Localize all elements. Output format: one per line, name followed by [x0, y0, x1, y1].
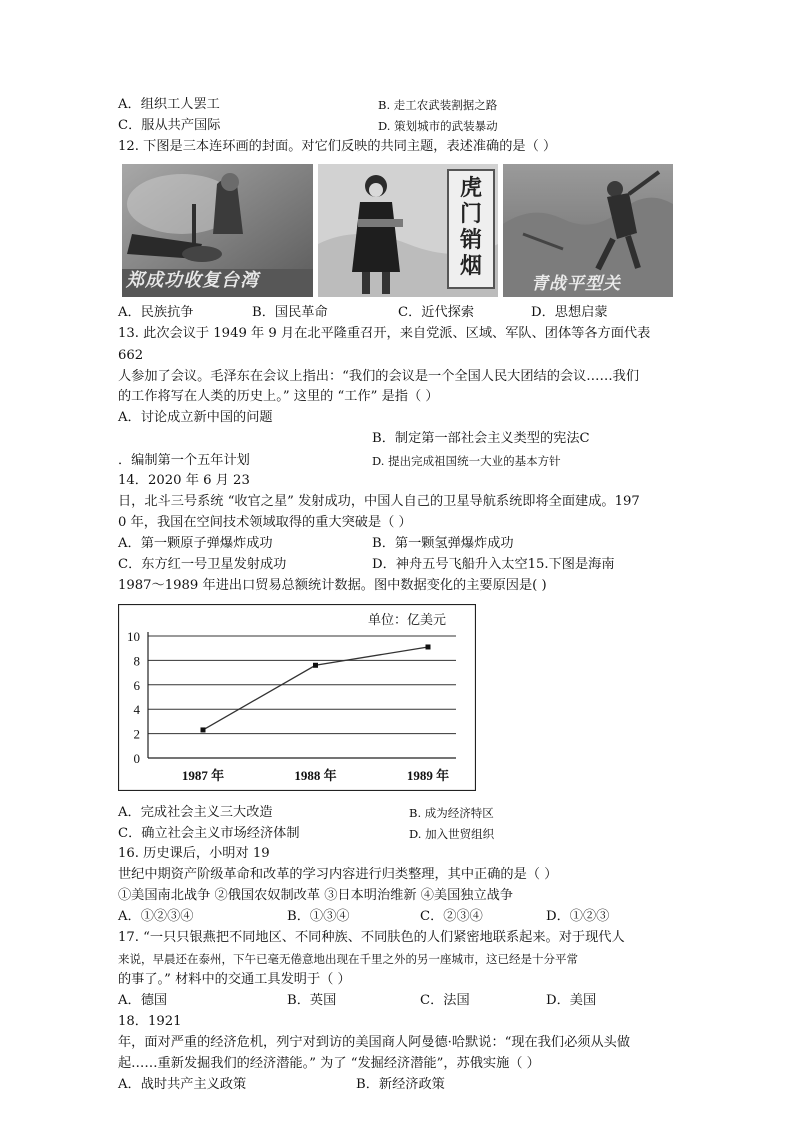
q18-line1: 18．1921 — [118, 1014, 182, 1029]
q18-option-b: B．新经济政策 — [356, 1077, 445, 1092]
q14-option-c: C．东方红一号卫星发射成功 — [118, 557, 287, 572]
q11-option-d: D. 策划城市的武装暴动 — [378, 119, 498, 133]
chart-unit-label: 单位：亿美元 — [368, 613, 447, 628]
chart-y-tick-label: 4 — [133, 702, 140, 718]
pic1-caption: 郑成功收复台湾 — [126, 270, 259, 291]
q15-option-c: C．确立社会主义市场经济体制 — [118, 826, 300, 841]
q16-line1: 16. 历史课后，小明对 19 — [118, 846, 270, 861]
chart-svg — [118, 604, 476, 791]
q15-option-a: A．完成社会主义三大改造 — [118, 805, 273, 820]
q15-option-b: B. 成为经济特区 — [409, 806, 494, 820]
q11-option-b: B. 走工农武装割据之路 — [378, 98, 498, 112]
q17-option-a: A．德国 — [118, 993, 168, 1008]
chart-x-tick-label: 1989 年 — [406, 768, 450, 783]
comic-cover-pingxingguan — [503, 164, 673, 297]
q15-stem: 1987～1989 年进出口贸易总额统计数据。图中数据变化的主要原因是( ) — [118, 578, 547, 593]
chart-x-tick-label: 1988 年 — [294, 768, 337, 783]
q14-option-d: D．神舟五号飞船升入太空15.下图是海南 — [372, 557, 615, 572]
q18-option-a: A．战时共产主义政策 — [118, 1077, 247, 1092]
q12-option-c: C．近代探索 — [398, 305, 475, 320]
q13-option-d: D. 提出完成祖国统一大业的基本方针 — [372, 454, 561, 468]
chart-x-tick-label: 1987 年 — [181, 768, 225, 783]
comic-cover-zheng-chenggong — [122, 164, 313, 297]
q14-line2: 日，北斗三号系统 “收官之星” 发射成功，中国人自己的卫星导航系统即将全面建成。197 — [118, 494, 640, 509]
pic3-caption: 青战平型关 — [531, 274, 621, 294]
q14-line1: 14．2020 年 6 月 23 — [118, 473, 250, 488]
comic-cover-humen — [318, 164, 498, 297]
q14-line3: 0 年，我国在空间技术领域取得的重大突破是（ ） — [118, 515, 412, 530]
q11-option-c: C．服从共产国际 — [118, 118, 221, 133]
q17-option-d: D．美国 — [546, 993, 597, 1008]
chart-data-point — [313, 663, 318, 668]
q13-line1: 13. 此次会议于 1949 年 9 月在北平隆重召开，来自党派、区域、军队、团体等各方面代表 — [118, 326, 651, 341]
q16-option-c: C．②③④ — [420, 909, 483, 924]
chart-y-tick-label: 0 — [133, 751, 140, 766]
q11-option-a: A．组织工人罢工 — [118, 97, 220, 112]
q16-option-a: A．①②③④ — [118, 909, 194, 924]
q13-option-c: ．编制第一个五年计划 — [118, 453, 250, 468]
q17-line2: 来说，早晨还在泰州，下午已毫无倦意地出现在千里之外的另一座城市，这已经是十分平常 — [118, 952, 578, 966]
q16-line2: 世纪中期资产阶级革命和改革的学习内容进行归类整理，其中正确的是（ ） — [118, 867, 558, 882]
q16-option-b: B．①③④ — [287, 909, 350, 924]
q12-option-a: A．民族抗争 — [118, 305, 194, 320]
q16-option-d: D．①②③ — [546, 909, 610, 924]
chart-y-tick-label: 10 — [127, 629, 140, 644]
q12-option-d: D．思想启蒙 — [531, 305, 608, 320]
q13-option-a: A．讨论成立新中国的问题 — [118, 410, 273, 425]
trade-volume-chart — [118, 604, 476, 791]
q17-line1: 17. “一只只银燕把不同地区、不同种族、不同肤色的人们紧密地联系起来。对于现代人 — [118, 930, 625, 945]
chart-data-point — [201, 727, 206, 732]
q14-option-a: A．第一颗原子弹爆炸成功 — [118, 536, 273, 551]
q17-line3: 的事了。” 材料中的交通工具发明于（ ） — [118, 972, 351, 987]
q13-option-b: B．制定第一部社会主义类型的宪法C — [372, 431, 590, 446]
q12-option-b: B．国民革命 — [252, 305, 328, 320]
q17-option-c: C．法国 — [420, 993, 470, 1008]
q18-line3: 起……重新发掘我们的经济潜能。” 为了 “发掘经济潜能”，苏俄实施（ ） — [118, 1056, 540, 1071]
chart-y-tick-label: 8 — [133, 653, 140, 669]
q14-option-b: B．第一颗氢弹爆炸成功 — [372, 536, 514, 551]
q13-line4: 的工作将写在人类的历史上。” 这里的 “工作” 是指（ ） — [118, 389, 439, 404]
chart-y-tick-label: 2 — [133, 726, 140, 742]
q16-items: ①美国南北战争 ②俄国农奴制改革 ③日本明治维新 ④美国独立战争 — [118, 888, 514, 903]
q13-line2: 662 — [118, 348, 144, 363]
q12-stem: 12. 下图是三本连环画的封面。对它们反映的共同主题，表述准确的是（ ） — [118, 139, 557, 154]
chart-y-tick-label: 6 — [133, 677, 140, 693]
chart-data-point — [426, 644, 431, 649]
q13-line3: 人参加了会议。毛泽东在会议上指出：“我们的会议是一个全国人民大团结的会议……我们 — [118, 369, 640, 384]
chart-frame — [119, 605, 476, 791]
q17-option-b: B．英国 — [287, 993, 337, 1008]
pic2-title: 虎门销烟 — [459, 176, 482, 279]
q15-option-d: D. 加入世贸组织 — [409, 827, 495, 841]
q18-line2: 年，面对严重的经济危机，列宁对到访的美国商人阿曼德·哈默说：“现在我们必须从头做 — [118, 1035, 631, 1050]
